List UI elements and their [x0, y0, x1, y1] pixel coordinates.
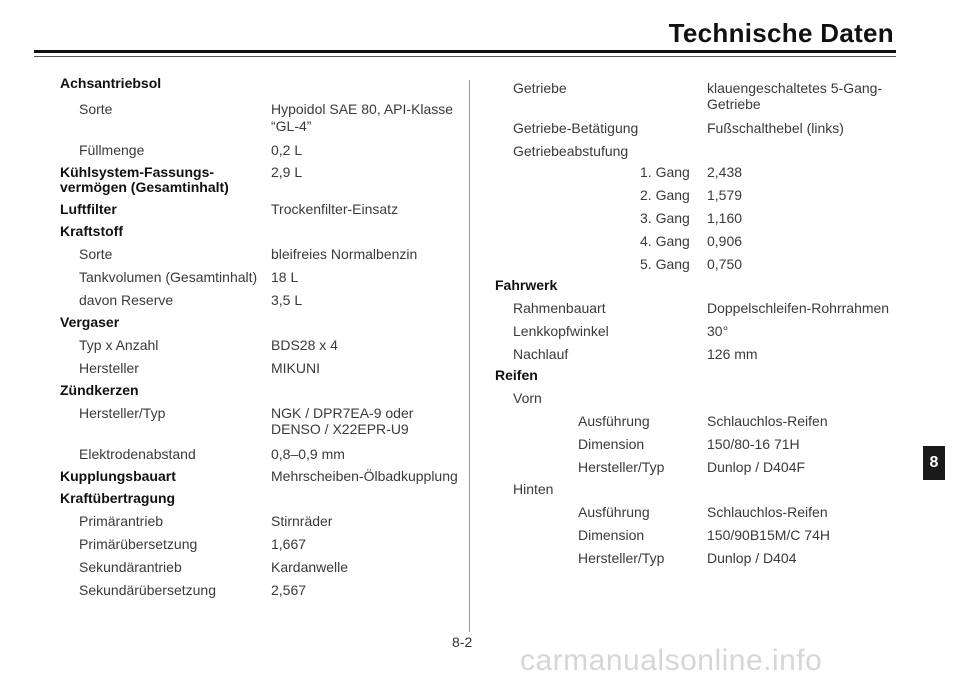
spec-value: Schlauchlos-Reifen	[707, 413, 828, 429]
watermark: carmanualsonline.info	[520, 644, 823, 677]
section-heading: Kraftstoff	[60, 223, 123, 239]
header-rule-thin	[34, 56, 896, 57]
spec-label: Elektrodenabstand	[79, 446, 196, 462]
section-heading: Kühlsystem-Fassungs-	[60, 164, 215, 180]
spec-value: 18 L	[271, 269, 299, 285]
spec-label: Ausführung	[578, 504, 650, 520]
gear-label: 1. Gang	[640, 164, 690, 180]
spec-value: Doppelschleifen-Rohrrahmen	[707, 300, 890, 316]
spec-label: Tankvolumen (Gesamtinhalt)	[79, 269, 258, 285]
section-heading: Zündkerzen	[60, 382, 139, 398]
header-rule-thick	[34, 50, 896, 53]
gear-label: 2. Gang	[640, 187, 690, 203]
spec-label: Dimension	[578, 436, 645, 452]
spec-label: Vorn	[513, 390, 542, 406]
spec-value: BDS28 x 4	[271, 337, 338, 353]
section-heading: Kupplungsbauart	[60, 468, 176, 484]
spec-label: Sorte	[79, 246, 113, 262]
section-heading: Kraftübertragung	[60, 490, 176, 506]
spec-value: 30°	[707, 323, 729, 339]
spec-label: Primärantrieb	[79, 513, 164, 529]
gear-value: 1,579	[707, 187, 743, 203]
gear-label: 4. Gang	[640, 233, 690, 249]
spec-value: Dunlop / D404F	[707, 459, 806, 475]
gear-label: 5. Gang	[640, 256, 690, 272]
spec-value: 2,9 L	[271, 164, 303, 180]
section-heading: Achsantriebsol	[60, 75, 162, 91]
spec-value: Stirnräder	[271, 513, 333, 529]
spec-value: 150/90B15M/C 74H	[707, 527, 830, 543]
spec-value: MIKUNI	[271, 360, 320, 376]
spec-value: Fußschalthebel (links)	[707, 120, 844, 136]
spec-label: Getriebe	[513, 80, 567, 96]
spec-value: 0,2 L	[271, 142, 303, 158]
spec-value: 150/80-16 71H	[707, 436, 800, 452]
spec-label: Dimension	[578, 527, 645, 543]
spec-label: Hersteller/Typ	[578, 459, 665, 475]
spec-value: klauengeschaltetes 5-Gang-	[707, 80, 883, 96]
spec-value: Getriebe	[707, 96, 761, 112]
chapter-tab-marker: 8	[923, 446, 945, 480]
gear-value: 1,160	[707, 210, 743, 226]
spec-value: Kardanwelle	[271, 559, 349, 575]
spec-value: “GL-4”	[271, 118, 312, 134]
spec-value: 126 mm	[707, 346, 758, 362]
gear-value: 0,906	[707, 233, 743, 249]
spec-label: Sekundärübersetzung	[79, 582, 216, 598]
spec-label: Lenkkopfwinkel	[513, 323, 609, 339]
spec-value: 0,8–0,9 mm	[271, 446, 345, 462]
spec-label: davon Reserve	[79, 292, 174, 308]
gear-label: 3. Gang	[640, 210, 690, 226]
spec-value: bleifreies Normalbenzin	[271, 246, 418, 262]
spec-value: Mehrscheiben-Ölbadkupplung	[271, 468, 458, 484]
spec-label: Hersteller	[79, 360, 139, 376]
spec-label: Sekundärantrieb	[79, 559, 182, 575]
spec-label: Ausführung	[578, 413, 650, 429]
spec-label: Getriebeabstufung	[513, 143, 629, 159]
spec-value: Hypoidol SAE 80, API-Klasse	[271, 101, 454, 117]
spec-value: NGK / DPR7EA-9 oder	[271, 405, 414, 421]
spec-label: Primärübersetzung	[79, 536, 198, 552]
spec-label: Hersteller/Typ	[578, 550, 665, 566]
section-heading: Luftfilter	[60, 201, 117, 217]
spec-value: Schlauchlos-Reifen	[707, 504, 828, 520]
spec-value: 1,667	[271, 536, 307, 552]
spec-value: DENSO / X22EPR-U9	[271, 421, 409, 437]
spec-value: 3,5 L	[271, 292, 303, 308]
page-header-title: Technische Daten	[668, 18, 894, 48]
gear-value: 2,438	[707, 164, 743, 180]
spec-label: Nachlauf	[513, 346, 569, 362]
spec-label: Hinten	[513, 481, 554, 497]
spec-label: Rahmenbauart	[513, 300, 606, 316]
spec-label: Hersteller/Typ	[79, 405, 166, 421]
spec-label: Sorte	[79, 101, 113, 117]
spec-value: Dunlop / D404	[707, 550, 797, 566]
spec-label: Getriebe-Betätigung	[513, 120, 639, 136]
section-heading: Fahrwerk	[495, 277, 558, 293]
section-heading: Reifen	[495, 367, 538, 383]
spec-value: 2,567	[271, 582, 307, 598]
spec-label: Typ x Anzahl	[79, 337, 159, 353]
spec-value: Trockenfilter-Einsatz	[271, 201, 399, 217]
section-heading: vermögen (Gesamtinhalt)	[60, 179, 229, 195]
page-number: 8-2	[452, 634, 473, 650]
section-heading: Vergaser	[60, 314, 120, 330]
gear-value: 0,750	[707, 256, 743, 272]
column-divider	[469, 80, 470, 632]
spec-label: Füllmenge	[79, 142, 145, 158]
